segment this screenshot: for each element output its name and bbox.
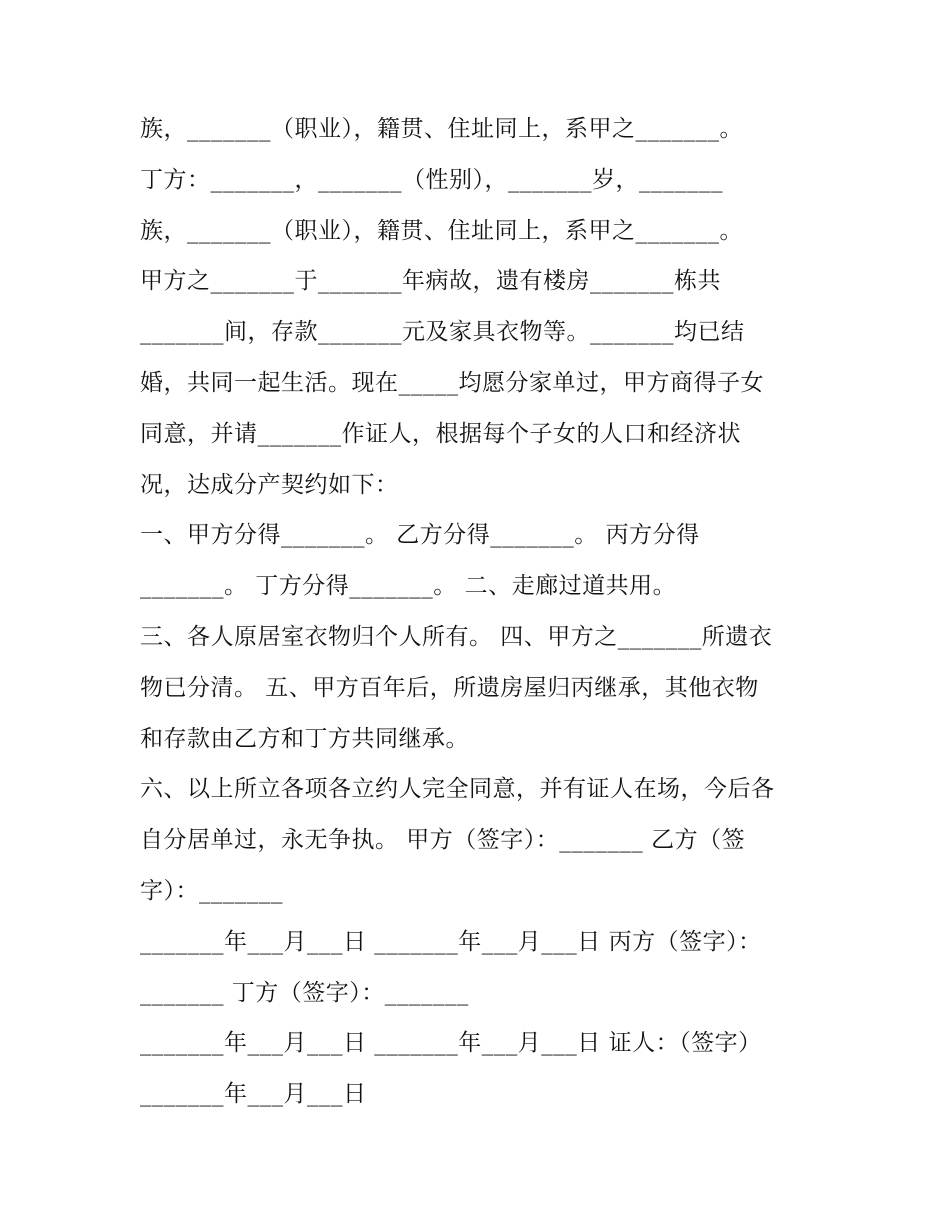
text-line: 婚，共同一起生活。现在_____均愿分家单过，甲方商得子女 (140, 369, 764, 396)
text-line: _______ 丁方（签字）：_______ (140, 979, 469, 1006)
text-line: 同意，并请_______作证人，根据每个子女的人口和经济状 (140, 420, 741, 447)
text-line: _______间，存款_______元及家具衣物等。_______均已结 (140, 319, 745, 346)
text-line: 族，_______（职业），籍贯、住址同上，系甲之_______。 (140, 217, 743, 244)
text-line: 三、各人原居室衣物归个人所有。 四、甲方之_______所遗衣 (140, 623, 773, 650)
text-line: _______年___月___日 _______年___月___日 证人：（签字） (140, 1030, 762, 1057)
text-line: _______。 丁方分得_______。 二、走廊过道共用。 (140, 573, 677, 600)
text-line: 族，_______（职业），籍贯、住址同上，系甲之_______。 (140, 116, 743, 142)
text-line: 甲方之_______于_______年病故，遗有楼房_______栋共 (140, 268, 721, 295)
text-line: 和存款由乙方和丁方共同继承。 (140, 725, 469, 752)
text-line: 物已分清。 五、甲方百年后，所遗房屋归丙继承，其他衣物 (140, 674, 759, 701)
text-line: 自分居单过，永无争执。 甲方（签字）：_______ 乙方（签 (140, 827, 746, 854)
text-line: 字）：_______ (140, 877, 283, 904)
contract-body (140, 104, 820, 1120)
text-line: 丁方：_______，_______（性别），_______岁，_______ (140, 166, 723, 193)
text-line: 六、以上所立各项各立约人完全同意，并有证人在场，今后各 (140, 776, 775, 803)
text-line: 一、甲方分得_______。 乙方分得_______。 丙方分得 (140, 522, 700, 549)
text-line: _______年___月___日 (140, 1081, 367, 1108)
text-line: _______年___月___日 _______年___月___日 丙方（签字）： (140, 928, 762, 955)
text-line: 况，达成分产契约如下： (140, 471, 399, 498)
